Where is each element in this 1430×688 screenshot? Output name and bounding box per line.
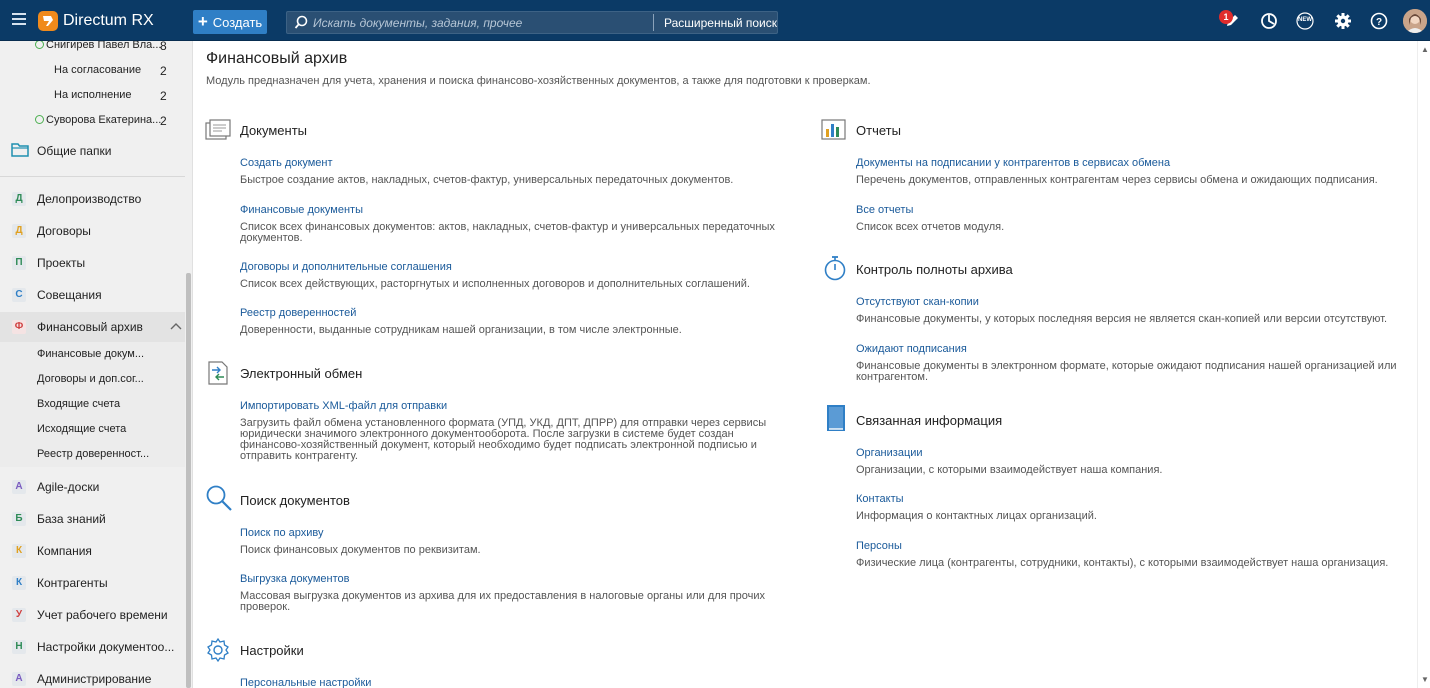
- advanced-search-button[interactable]: Расширенный поиск: [664, 16, 777, 30]
- help-desk-icon[interactable]: [1259, 11, 1279, 31]
- sidebar-item-administration[interactable]: [0, 664, 185, 688]
- main-content: [193, 41, 1417, 688]
- module-letter-icon: Д: [12, 224, 26, 238]
- sidebar-item-doc-settings[interactable]: [0, 632, 185, 662]
- module-letter-icon: А: [12, 672, 26, 686]
- search-box: [286, 11, 778, 34]
- scroll-down-icon[interactable]: ▼: [1421, 675, 1429, 684]
- section-completeness-title: Контроль полноты архива: [856, 262, 1013, 277]
- sidebar-child-financial-docs[interactable]: [0, 342, 185, 367]
- sidebar-count: 2: [160, 64, 167, 78]
- sidebar-item-financial-archive[interactable]: [0, 312, 185, 342]
- page-title: Финансовый архив: [206, 50, 348, 67]
- search-icon: [294, 15, 308, 30]
- sidebar-item-label: Финансовый архив: [37, 320, 143, 334]
- sidebar-child-contracts[interactable]: [0, 367, 185, 392]
- persons-desc: Физические лица (контрагенты, сотрудники, контакты), с которыми взаимодействует наша организация.: [856, 557, 1389, 569]
- search-input[interactable]: [313, 14, 653, 31]
- sidebar-item-label: Администрирование: [37, 672, 152, 686]
- sidebar-item-knowledge-base[interactable]: [0, 504, 185, 534]
- menu-icon[interactable]: [12, 13, 26, 27]
- sidebar-scrollbar[interactable]: [186, 273, 191, 688]
- section-exchange-title: Электронный обмен: [240, 366, 363, 381]
- plus-icon: +: [197, 12, 208, 31]
- sidebar-item-snigirev[interactable]: Снигирев Павел Вла...: [46, 41, 162, 51]
- directum-logo-icon[interactable]: [38, 11, 58, 31]
- module-letter-icon: У: [12, 608, 26, 622]
- awaiting-signing-link[interactable]: Ожидают подписания: [856, 343, 967, 355]
- sidebar-count: 8: [160, 41, 167, 53]
- contracts-link[interactable]: Договоры и дополнительные соглашения: [240, 261, 452, 273]
- sidebar-child-incoming-invoices[interactable]: [0, 392, 185, 417]
- search-divider: [653, 14, 654, 31]
- sidebar-child-power-of-attorney[interactable]: [0, 442, 185, 467]
- documents-icon: [205, 119, 231, 141]
- app-title[interactable]: Directum RX: [63, 12, 154, 29]
- power-of-attorney-desc: Доверенности, выданные сотрудникам нашей организации, в том числе электронные.: [240, 324, 682, 336]
- scroll-up-icon[interactable]: ▲: [1421, 45, 1429, 54]
- create-button[interactable]: [193, 10, 267, 34]
- clock-icon: [35, 115, 44, 124]
- sidebar-item-label: Договоры: [37, 224, 91, 238]
- new-features-icon[interactable]: [1295, 11, 1315, 31]
- module-letter-icon: К: [12, 544, 26, 558]
- sidebar-item-for-execution[interactable]: На исполнение: [54, 89, 132, 101]
- top-bar: [0, 0, 1430, 41]
- section-reports-title: Отчеты: [856, 123, 901, 138]
- module-letter-icon: Ф: [12, 320, 26, 334]
- create-document-desc: Быстрое создание актов, накладных, счетов-фактур, универсальных передаточных документов.: [240, 174, 734, 186]
- sidebar-item-company[interactable]: [0, 536, 185, 566]
- contracts-desc: Список всех действующих, расторгнутых и исполненных договоров и дополнительных соглашений.: [240, 278, 750, 290]
- avatar[interactable]: [1403, 9, 1427, 33]
- sidebar-child-label: Финансовые докум...: [37, 348, 145, 360]
- awaiting-signing-desc: Финансовые документы в электронном формате, которые ожидают подписания нашей организацией или контрагентом.: [856, 360, 1397, 383]
- all-reports-desc: Список всех отчетов модуля.: [856, 221, 1005, 233]
- sidebar-child-label: Исходящие счета: [37, 423, 127, 435]
- sidebar-item-label: Компания: [37, 544, 92, 558]
- sidebar-item-shared-folders[interactable]: Общие папки: [37, 144, 112, 158]
- archive-search-desc: Поиск финансовых документов по реквизитам.: [240, 544, 481, 556]
- svg-text:?: ?: [1375, 17, 1383, 28]
- sidebar-item-label: Проекты: [37, 256, 86, 270]
- main-scrollbar[interactable]: [1417, 41, 1430, 688]
- sidebar-item-agile-boards[interactable]: [0, 472, 185, 502]
- financial-documents-desc: Список всех финансовых документов: актов, накладных, счетов-фактур и универсальных передаточных документов.: [240, 221, 775, 244]
- sidebar-item-label: База знаний: [37, 512, 106, 526]
- module-letter-icon: Н: [12, 640, 26, 654]
- sidebar: [0, 41, 193, 688]
- sidebar-count: 2: [160, 89, 167, 103]
- create-document-link[interactable]: Создать документ: [240, 157, 333, 169]
- new-label: NEW: [1298, 17, 1312, 23]
- sidebar-child-label: Входящие счета: [37, 398, 121, 410]
- sidebar-item-label: Настройки документоо...: [37, 640, 175, 654]
- sidebar-item-label: Agile-доски: [37, 480, 100, 494]
- persons-link[interactable]: Персоны: [856, 540, 902, 552]
- sidebar-child-outgoing-invoices[interactable]: [0, 417, 185, 442]
- export-documents-link[interactable]: Выгрузка документов: [240, 573, 350, 585]
- clock-icon: [35, 41, 44, 49]
- module-letter-icon: Б: [12, 512, 26, 526]
- sidebar-item-label: Учет рабочего времени: [37, 608, 168, 622]
- help-icon[interactable]: [1369, 11, 1389, 31]
- sidebar-child-label: Реестр доверенност...: [37, 448, 150, 460]
- sidebar-item-counterparties[interactable]: [0, 568, 185, 598]
- book-icon: [825, 404, 847, 432]
- sidebar-item-label: Контрагенты: [37, 576, 108, 590]
- missing-scans-link[interactable]: Отсутствуют скан-копии: [856, 296, 979, 308]
- contacts-desc: Информация о контактных лицах организаций.: [856, 510, 1097, 522]
- sidebar-count: 2: [160, 114, 167, 128]
- personal-settings-link[interactable]: Персональные настройки: [240, 677, 372, 688]
- page-description: Модуль предназначен для учета, хранения и поиска финансово-хозяйственных документов, а также для подготовки к проверкам.: [206, 75, 871, 87]
- sidebar-item-projects[interactable]: [0, 248, 185, 278]
- section-documents-title: Документы: [240, 123, 308, 138]
- section-settings-title: Настройки: [240, 643, 304, 658]
- folder-icon: [11, 142, 29, 157]
- sidebar-child-label: Договоры и доп.сог...: [37, 373, 144, 385]
- module-letter-icon: К: [12, 576, 26, 590]
- organizations-desc: Организации, с которыми взаимодействует наша компания.: [856, 464, 1163, 476]
- sidebar-item-suvorova[interactable]: Суворова Екатерина...: [46, 114, 162, 126]
- module-letter-icon: С: [12, 288, 26, 302]
- financial-documents-link[interactable]: Финансовые документы: [240, 204, 363, 216]
- sidebar-item-records-management[interactable]: [0, 184, 185, 214]
- section-search-title: Поиск документов: [240, 493, 350, 508]
- gear-icon[interactable]: [1333, 11, 1353, 31]
- settings-icon: [205, 637, 231, 663]
- sidebar-item-label: Совещания: [37, 288, 102, 302]
- sidebar-divider: [0, 176, 185, 177]
- section-related-title: Связанная информация: [856, 413, 1003, 428]
- archive-search-link[interactable]: Поиск по архиву: [240, 527, 324, 539]
- organizations-link[interactable]: Организации: [856, 447, 923, 459]
- docs-on-signing-link[interactable]: Документы на подписании у контрагентов в сервисах обмена: [856, 157, 1171, 169]
- stopwatch-icon: [823, 255, 847, 281]
- sidebar-item-for-approval[interactable]: На согласование: [54, 64, 142, 76]
- import-xml-link[interactable]: Импортировать XML-файл для отправки: [240, 400, 448, 412]
- reports-icon: [821, 119, 847, 141]
- contacts-link[interactable]: Контакты: [856, 493, 904, 505]
- missing-scans-desc: Финансовые документы, у которых последняя версия не является скан-копией или версии отсутствуют.: [856, 313, 1388, 325]
- sidebar-item-contracts[interactable]: [0, 216, 185, 246]
- module-letter-icon: П: [12, 256, 26, 270]
- docs-on-signing-desc: Перечень документов, отправленных контрагентам через сервисы обмена и ожидающих подписания.: [856, 174, 1378, 186]
- sidebar-item-time-tracking[interactable]: [0, 600, 185, 630]
- module-letter-icon: Д: [12, 192, 26, 206]
- sidebar-item-label: Делопроизводство: [37, 192, 142, 206]
- import-xml-desc: Загрузить файл обмена установленного формата (УПД, УКД, ДПТ, ДПРР) для отправки через сервисы юридически значимого электронного документооборота. После загрузки в системе будет создан финансово-хозяйственный документ, который необходимо будет подписать электронной подписью и отправить контрагенту.: [240, 417, 767, 462]
- power-of-attorney-link[interactable]: Реестр доверенностей: [240, 307, 357, 319]
- all-reports-link[interactable]: Все отчеты: [856, 204, 914, 216]
- notification-badge: 1: [1219, 10, 1233, 24]
- search-documents-icon: [205, 484, 233, 512]
- export-documents-desc: Массовая выгрузка документов из архива для их предоставления в налоговые органы или для прочих проверок.: [240, 590, 766, 613]
- sidebar-item-meetings[interactable]: [0, 280, 185, 310]
- chevron-up-icon[interactable]: [170, 322, 182, 330]
- exchange-icon: [207, 361, 229, 385]
- module-letter-icon: A: [12, 480, 26, 494]
- create-button-label: Создать: [212, 14, 263, 30]
